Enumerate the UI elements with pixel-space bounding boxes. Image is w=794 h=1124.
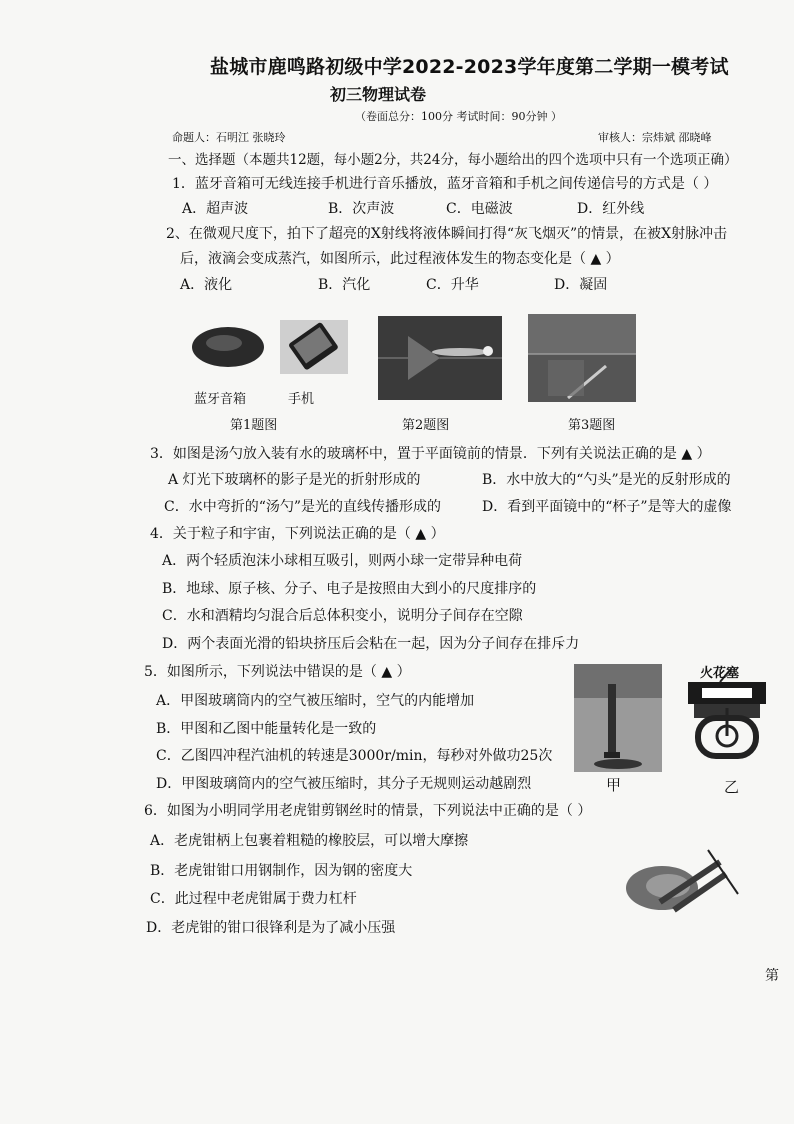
fig-jia-label: 甲 xyxy=(606,776,622,794)
section-heading: 一、选择题（本题共12题，每小题2分，共24分，每小题给出的四个选项中只有一个选项正确） xyxy=(168,152,738,168)
q4-stem: 4．关于粒子和宇宙，下列说法正确的是（ ▲ ） xyxy=(150,526,445,542)
exam-title: 盐城市鹿鸣路初级中学2022-2023学年度第二学期一模考试 xyxy=(210,56,729,78)
q2-option-a: A．液化 xyxy=(180,277,233,293)
q5-option-b: B．甲图和乙图中能量转化是一致的 xyxy=(156,721,377,737)
q6-option-d: D．老虎钳的钳口很锋利是为了减小压强 xyxy=(146,920,396,936)
bluetooth-speaker-image xyxy=(188,322,268,372)
q1-option-d: D．红外线 xyxy=(577,201,645,217)
q3-option-d: D．看到平面镜中的“杯子”是等大的虚像 xyxy=(482,499,732,515)
q4-option-a: A．两个轻质泡沫小球相互吸引，则两小球一定带异种电荷 xyxy=(162,553,523,569)
phone-label: 手机 xyxy=(288,392,315,407)
fig-yi-label: 乙 xyxy=(724,778,740,796)
q5-option-c: C．乙图四冲程汽油机的转速是3000r/min，每秒对外做功25次 xyxy=(156,748,553,764)
mirror-spoon-image xyxy=(528,314,636,402)
exam-reviewers: 审核人：宗炜斌 邵晓峰 xyxy=(598,131,712,144)
page-mark: 第 xyxy=(765,968,779,984)
speaker-label: 蓝牙音箱 xyxy=(194,392,247,407)
phone-image xyxy=(280,320,348,374)
q2-option-b: B．汽化 xyxy=(318,277,371,293)
q4-option-d: D．两个表面光滑的铅块挤压后会粘在一起，因为分子间存在排斥力 xyxy=(162,636,580,652)
q4-option-b: B．地球、原子核、分子、电子是按照由大到小的尺度排序的 xyxy=(162,581,537,597)
q2-stem-line2: 后，液滴会变成蒸汽，如图所示，此过程液体发生的物态变化是（ ▲ ） xyxy=(180,251,620,267)
fig1-caption: 第1题图 xyxy=(230,418,278,433)
air-compression-cylinder-image xyxy=(574,664,662,772)
pliers-hand-image xyxy=(620,846,744,926)
q3-option-b: B．水中放大的“勺头”是光的反射形成的 xyxy=(482,472,731,488)
q5-stem: 5．如图所示，下列说法中错误的是（ ▲ ） xyxy=(144,664,411,680)
fig3-caption: 第3题图 xyxy=(568,418,616,433)
q1-option-c: C．电磁波 xyxy=(446,201,513,217)
xray-droplet-image xyxy=(378,316,502,400)
q6-option-a: A．老虎钳柄上包裹着粗糙的橡胶层，可以增大摩擦 xyxy=(150,833,469,849)
q3-option-c: C．水中弯折的“汤勺”是光的直线传播形成的 xyxy=(164,499,442,515)
exam-authors: 命题人：石明江 张晓玲 xyxy=(172,131,286,144)
q5-option-d: D．甲图玻璃筒内的空气被压缩时，其分子无规则运动越剧烈 xyxy=(156,776,532,792)
q6-option-b: B．老虎钳钳口用钢制作，因为钢的密度大 xyxy=(150,863,413,879)
q5-option-a: A．甲图玻璃筒内的空气被压缩时，空气的内能增加 xyxy=(156,693,475,709)
q6-stem: 6．如图为小明同学用老虎钳剪钢丝时的情景，下列说法中正确的是（ ） xyxy=(144,803,592,819)
q2-stem-line1: 2、在微观尺度下，拍下了超亮的X射线将液体瞬间打得“灰飞烟灭”的情景，在被X射脉冲击 xyxy=(166,226,728,242)
exam-meta: （卷面总分：100分 考试时间：90分钟 ） xyxy=(355,110,562,123)
q3-stem: 3．如图是汤勺放入装有水的玻璃杯中，置于平面镜前的情景．下列有关说法正确的是 ▲ ） xyxy=(150,446,711,462)
q3-option-a: A 灯光下玻璃杯的影子是光的折射形成的 xyxy=(168,472,421,488)
q6-option-c: C．此过程中老虎钳属于费力杠杆 xyxy=(150,891,357,907)
q4-option-c: C．水和酒精均匀混合后总体积变小，说明分子间存在空隙 xyxy=(162,608,523,624)
q1-option-b: B．次声波 xyxy=(328,201,395,217)
q1-option-a: A．超声波 xyxy=(182,201,249,217)
q2-option-c: C．升华 xyxy=(426,277,479,293)
q1-stem: 1．蓝牙音箱可无线连接手机进行音乐播放，蓝牙音箱和手机之间传递信号的方式是（ ） xyxy=(172,176,718,192)
fig2-caption: 第2题图 xyxy=(402,418,450,433)
exam-subtitle: 初三物理试卷 xyxy=(330,85,427,104)
q2-option-d: D．凝固 xyxy=(554,277,608,293)
spark-plug-label: 火花塞 xyxy=(700,666,740,681)
